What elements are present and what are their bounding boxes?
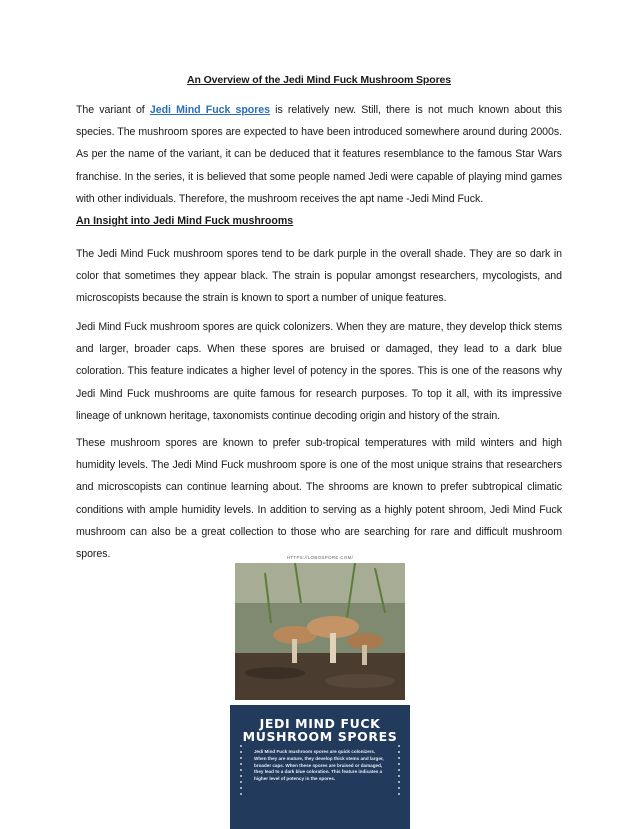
photo-watermark-url: HTTPS://LOBOSPORE.COM/ bbox=[286, 555, 354, 560]
jedi-mind-fuck-spores-link[interactable]: Jedi Mind Fuck spores bbox=[149, 104, 270, 116]
mushroom-illustration bbox=[235, 563, 405, 700]
card-title bbox=[230, 717, 410, 743]
intro-text-before: The variant of bbox=[76, 104, 150, 116]
card-title-line1: JEDI MIND FUCK bbox=[259, 716, 381, 731]
paragraph-climate: These mushroom spores are known to prefer sub-tropical temperatures with mild winters and high humidity levels. The Jedi Mind Fuck mushroom spore is one of the most unique strains that researchers and microscopists can continue learning about. The shrooms are known to prefer subtropical climatic conditions with ample humidity levels. In addition to serving as a highly potent shroom, Jedi Mind Fuck mushroom can also be a great collection to those who are searching for rare and difficult mushroom spores. bbox=[76, 437, 562, 561]
mushroom-photo bbox=[230, 553, 410, 700]
card-body-text: Jedi Mind Fuck mushroom spores are quick colonizers. When they are mature, they develop thick stems and larger, broader caps. When these spores are bruised or damaged, they lead to a dark blue coloration. This feature indicates a higher level of potency in the spores. bbox=[254, 749, 384, 782]
intro-paragraph bbox=[76, 99, 562, 210]
paragraph-colonizers: Jedi Mind Fuck mushroom spores are quick colonizers. When they are mature, they develop thick stems and larger, broader caps. When these spores are bruised or damaged, they lead to a dark blue coloration. This feature indicates a higher level of potency in the spores. This is one of the reasons why Jedi Mind Fuck mushrooms are quite famous for research purposes. To top it all, with its impressive lineage of unknown heritage, taxonomists continue decoding origin and history of the strain. bbox=[76, 321, 562, 422]
intro-text-after: is relatively new. Still, there is not much known about this species. The mushroom spores are expected to have been introduced somewhere around during 2000s. As per the name of the variant, it can be deduced that it features resemblance to the famous Star Wars franchise. In the series, it is believed that some people named Jedi were capable of playing mind games with other individuals. Therefore, the mushroom receives the apt name -Jedi Mind Fuck. bbox=[76, 104, 562, 205]
card-dots-right bbox=[396, 745, 402, 799]
info-card bbox=[230, 705, 410, 829]
document-title: An Overview of the Jedi Mind Fuck Mushroom Spores bbox=[186, 74, 452, 86]
section-heading: An Insight into Jedi Mind Fuck mushrooms bbox=[76, 215, 294, 227]
paragraph-appearance: The Jedi Mind Fuck mushroom spores tend to be dark purple in the overall shade. They are so dark in color that sometimes they appear black. The strain is popular amongst researchers, mycologists, and microscopists because the strain is known to sport a number of unique features. bbox=[76, 248, 562, 305]
card-dots-left bbox=[238, 745, 244, 799]
card-title-line2: MUSHROOM SPORES bbox=[242, 729, 398, 744]
